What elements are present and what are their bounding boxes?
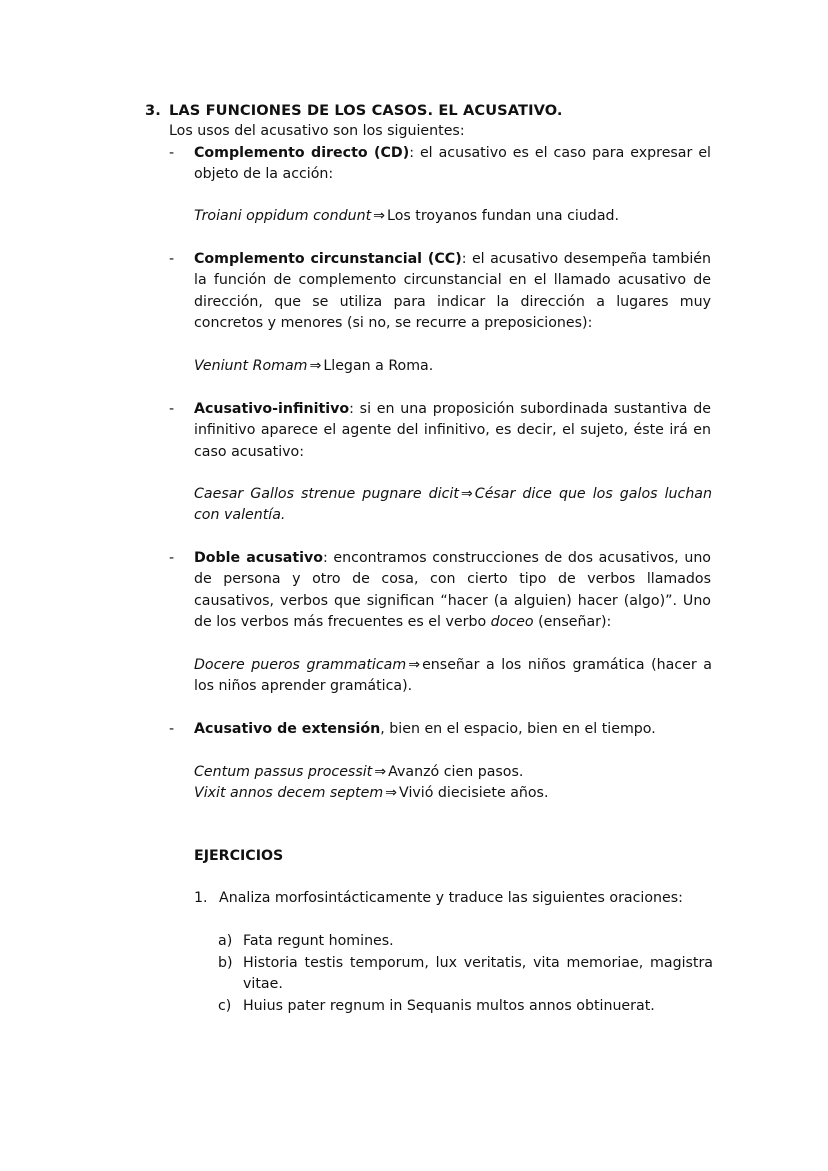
- item-text: : encontramos construcciones de dos acusativos, uno de persona y otro de cosa, con cierto tipo de verbos llamados causativos, verbos que significan “hacer (a alguien) hacer (algo)”. Uno de los verbos más frecuentes es el verbo: [194, 550, 711, 631]
- sentence-text: Historia testis temporum, lux veritatis, vita memoriae, magistra vitae.: [243, 955, 713, 993]
- sentence-label: c): [218, 998, 232, 1014]
- example-latin: Caesar Gallos strenue pugnare dicit: [194, 486, 459, 502]
- arrow-icon: ⇒: [373, 208, 386, 224]
- sentence-label: a): [218, 933, 233, 949]
- example-doble-acusativo: [194, 655, 712, 698]
- question-number: 1.: [194, 890, 208, 906]
- example-complemento-circunstancial: [194, 356, 712, 377]
- example-translation: Llegan a Roma.: [323, 358, 434, 374]
- example-latin: Centum passus processit: [194, 764, 373, 780]
- item-term: Acusativo de extensión: [194, 721, 381, 737]
- example-latin: Vixit annos decem septem: [194, 785, 384, 801]
- arrow-icon: ⇒: [408, 657, 421, 673]
- exercises-title: EJERCICIOS: [194, 848, 284, 864]
- item-term: Complemento directo (CD): [194, 145, 410, 161]
- list-dash: -: [169, 251, 175, 267]
- example-latin: Troiani oppidum condunt: [194, 208, 372, 224]
- sentence-text: Huius pater regnum in Sequanis multos annos obtinuerat.: [243, 998, 655, 1014]
- sentence-text: Fata regunt homines.: [243, 933, 394, 949]
- example-translation: Avanzó cien pasos.: [388, 764, 524, 780]
- list-dash: -: [169, 145, 175, 161]
- question-text: Analiza morfosintácticamente y traduce las siguientes oraciones:: [219, 890, 683, 906]
- list-dash: -: [169, 550, 175, 566]
- item-body: [194, 249, 711, 335]
- example-translation: César dice que los galos luchan con valentía.: [194, 486, 712, 524]
- item-text: : el acusativo desempeña también la función de complemento circunstancial en el llamado acusativo de dirección, que se utiliza para indicar la dirección a lugares muy concretos y menores (si no, se recurre a preposiciones):: [194, 251, 712, 332]
- example-translation: Vivió diecisiete años.: [399, 785, 549, 801]
- example-acusativo-extension-1: [194, 762, 712, 783]
- arrow-icon: ⇒: [460, 486, 473, 502]
- section-heading: [145, 100, 745, 121]
- item-verb: doceo: [490, 614, 534, 631]
- example-translation: Los troyanos fundan una ciudad.: [387, 208, 620, 224]
- item-body: [194, 719, 711, 740]
- section-number: 3.: [145, 102, 161, 119]
- arrow-icon: ⇒: [374, 764, 387, 780]
- example-acusativo-extension-2: [194, 783, 712, 804]
- example-latin: Docere pueros grammaticam: [194, 657, 407, 673]
- list-dash: -: [169, 401, 175, 417]
- list-dash: -: [169, 721, 175, 737]
- sentence-label: b): [218, 955, 233, 971]
- example-acusativo-infinitivo: [194, 484, 712, 527]
- section-title: LAS FUNCIONES DE LOS CASOS. EL ACUSATIVO.: [169, 102, 563, 119]
- item-term: Complemento circunstancial (CC): [194, 251, 462, 267]
- item-text-end: (enseñar):: [533, 614, 612, 631]
- example-translation: enseñar a los niños gramática (hacer a los niños aprender gramática).: [194, 657, 712, 695]
- item-body: [194, 143, 711, 186]
- section-intro: Los usos del acusativo son los siguientes:: [169, 123, 465, 139]
- item-body: [194, 399, 711, 463]
- item-term: Acusativo-infinitivo: [194, 401, 350, 417]
- exercise-question: [194, 888, 714, 909]
- item-text: , bien en el espacio, bien en el tiempo.: [380, 721, 656, 737]
- item-text: : el acusativo es el caso para expresar el objeto de la acción:: [194, 145, 711, 183]
- example-complemento-directo: [194, 206, 712, 227]
- item-body: [194, 548, 711, 634]
- example-latin: Veniunt Romam: [194, 358, 308, 374]
- arrow-icon: ⇒: [309, 358, 322, 374]
- arrow-icon: ⇒: [385, 785, 398, 801]
- item-term: Doble acusativo: [194, 550, 323, 566]
- item-text: : si en una proposición subordinada sustantiva de infinitivo aparece el agente del infinitivo, es decir, el sujeto, éste irá en caso acusativo:: [194, 401, 711, 460]
